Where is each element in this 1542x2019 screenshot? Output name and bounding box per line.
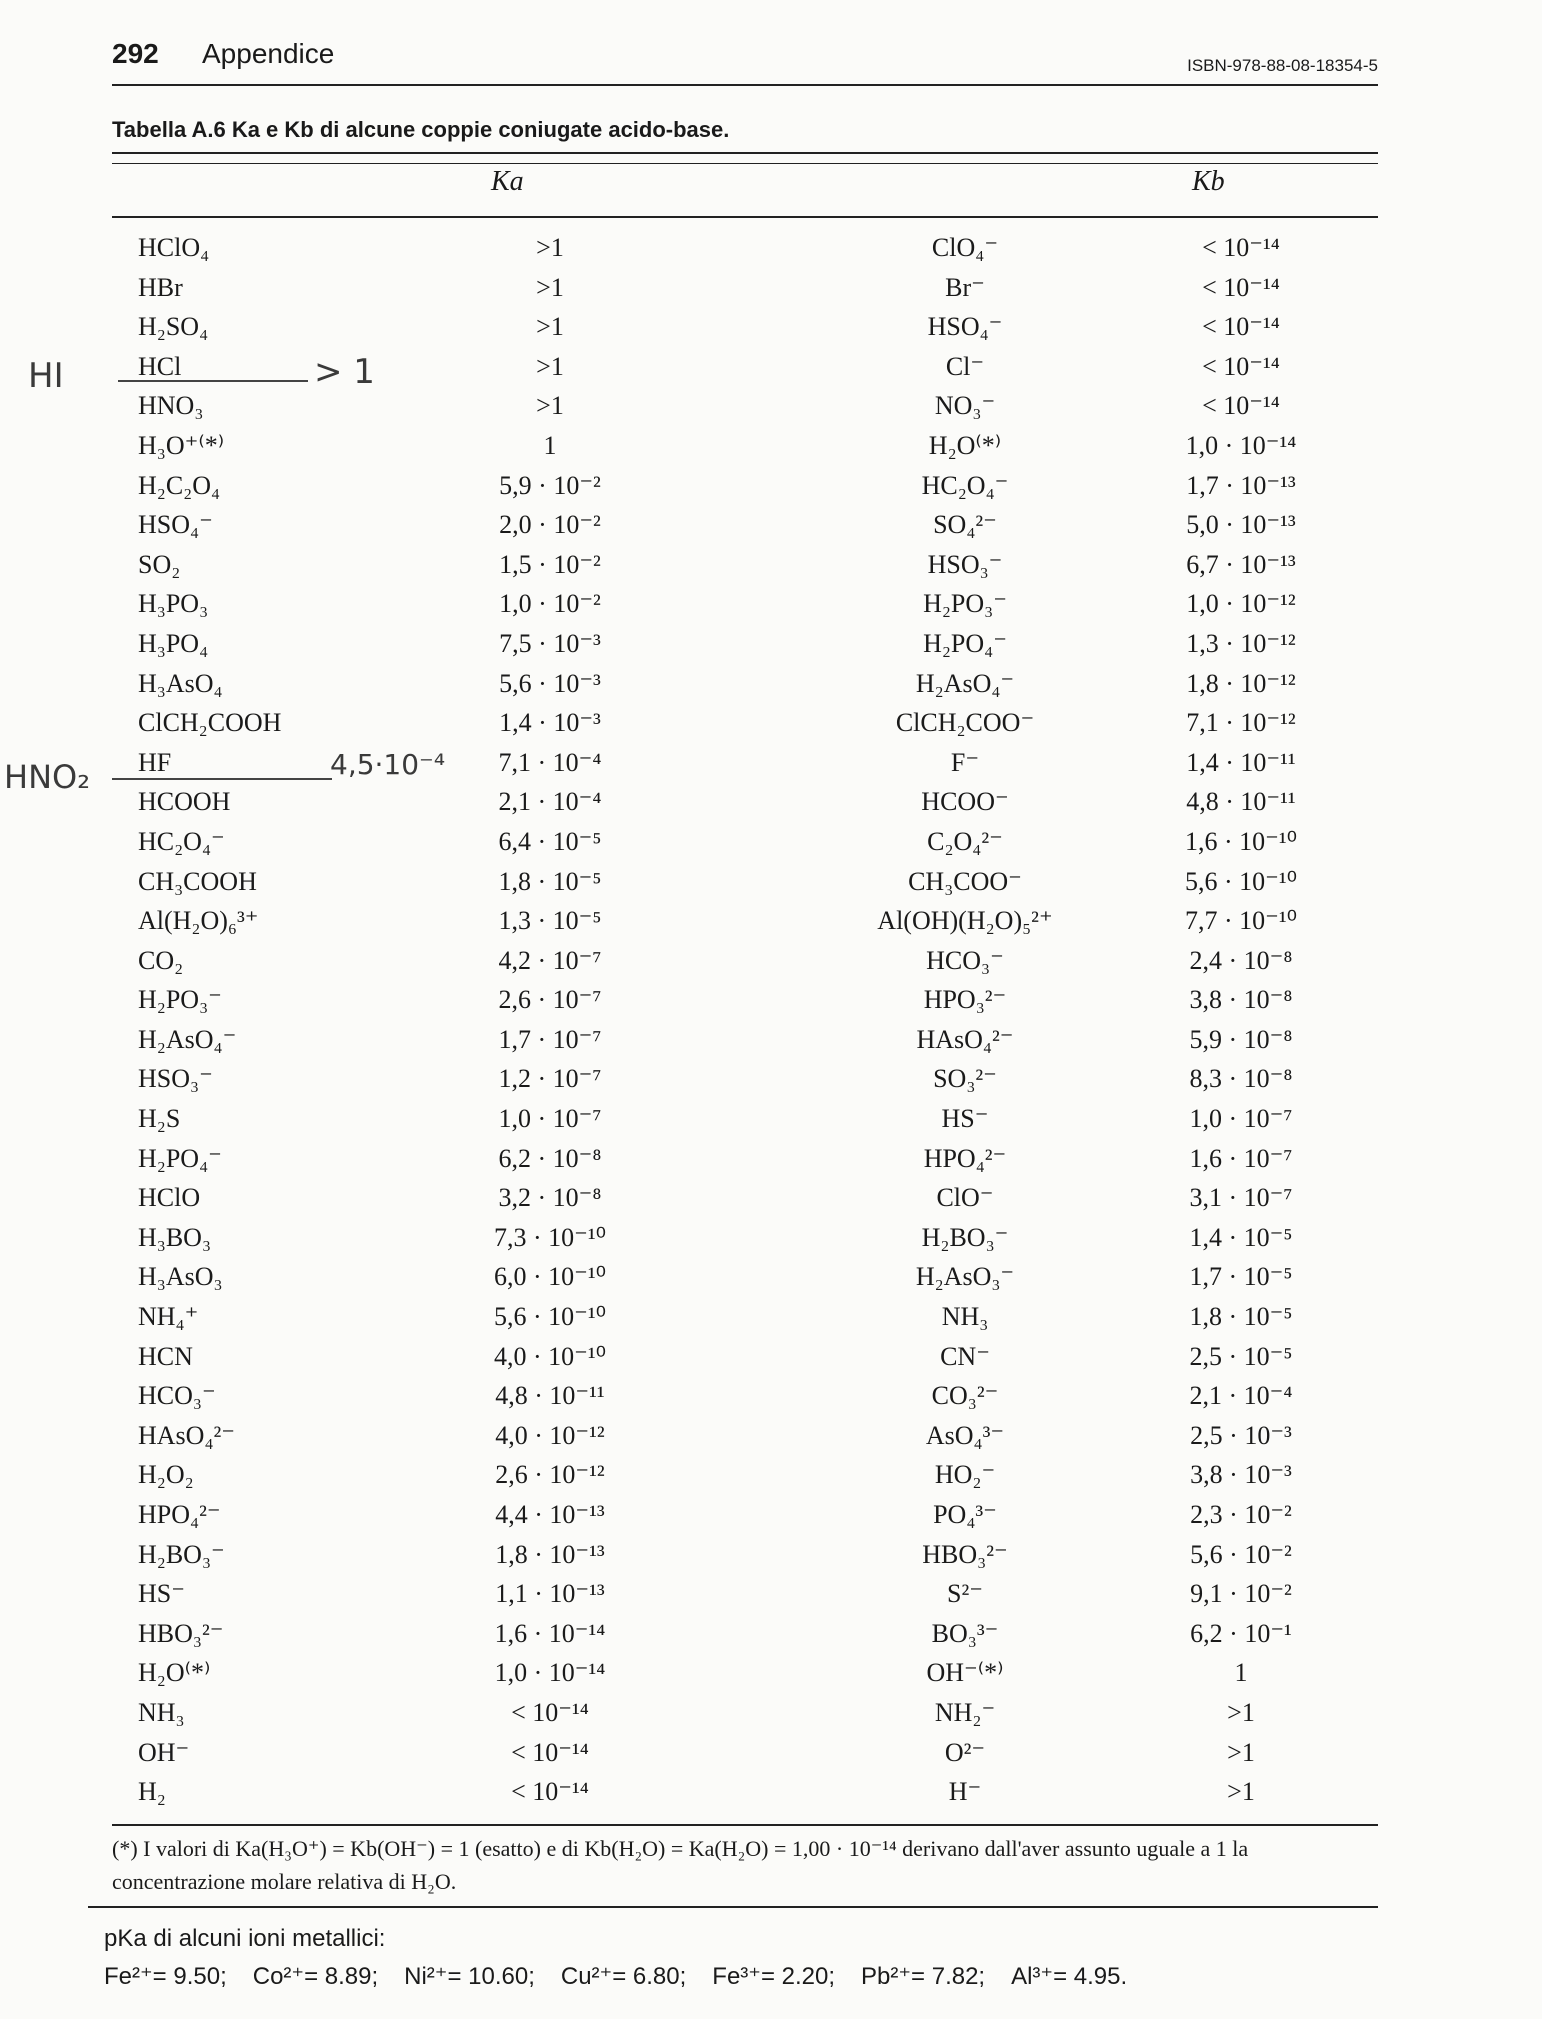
pka-item: Co²⁺= 8.89; <box>252 1963 379 1990</box>
kb-cell: < 10⁻¹⁴ <box>1202 391 1280 421</box>
handwritten-arrow-line <box>118 380 308 382</box>
table-row <box>0 1772 1542 1812</box>
kb-cell: 5,6 · 10⁻² <box>1190 1539 1292 1569</box>
ka-cell: 5,6 · 10⁻³ <box>499 668 601 698</box>
ka-cell: 1,5 · 10⁻² <box>499 549 601 579</box>
acid-cell: HCl <box>138 351 182 381</box>
acid-cell: H₂AsO₄⁻ <box>138 1024 237 1054</box>
column-header-kb: Kb <box>1192 166 1225 197</box>
acid-cell: SO₂ <box>138 549 181 579</box>
ka-cell: >1 <box>536 351 564 381</box>
pka-item: Fe²⁺= 9.50; <box>104 1963 227 1990</box>
acid-cell: HAsO₄²⁻ <box>138 1420 236 1450</box>
kb-cell: 2,1 · 10⁻⁴ <box>1189 1381 1293 1411</box>
column-header-ka: Ka <box>491 166 524 197</box>
acid-cell: HSO₄⁻ <box>138 510 213 540</box>
base-cell: Al(OH)(H₂O)₅²⁺ <box>877 906 1053 936</box>
ka-cell: 3,2 · 10⁻⁸ <box>498 1183 602 1213</box>
acid-cell: H₃AsO₃ <box>138 1262 223 1292</box>
base-cell: HPO₃²⁻ <box>923 985 1007 1015</box>
handwritten-note-hno2: HNO₂ <box>4 758 91 796</box>
table-row <box>0 307 1542 347</box>
ka-cell: 5,9 · 10⁻² <box>499 470 601 500</box>
kb-cell: 5,6 · 10⁻¹⁰ <box>1184 866 1298 896</box>
kb-cell: 5,0 · 10⁻¹³ <box>1186 510 1296 540</box>
base-cell: PO₄³⁻ <box>933 1500 997 1529</box>
base-cell: ClCH₂COO⁻ <box>895 708 1035 738</box>
table-row <box>0 1653 1542 1693</box>
base-cell: CO₃²⁻ <box>931 1381 999 1411</box>
table-bottom-rule <box>112 1824 1378 1826</box>
acid-cell: HPO₄²⁻ <box>138 1500 221 1529</box>
kb-cell: 5,9 · 10⁻⁸ <box>1189 1024 1293 1054</box>
table-row <box>0 1416 1542 1456</box>
acid-cell: H₃PO₄ <box>138 628 209 658</box>
table-row <box>0 1099 1542 1139</box>
base-cell: HS⁻ <box>941 1104 989 1134</box>
table-footnote: (*) I valori di Ka(H₃O⁺) = Kb(OH⁻) = 1 (esatto) e di Kb(H₂O) = Ka(H₂O) = 1,00 · 10⁻¹⁴ derivano dall'aver assunto uguale a 1 la concentrazione molare relativa di H₂O. <box>112 1836 1249 1894</box>
table-row <box>0 1297 1542 1337</box>
kb-cell: 8,3 · 10⁻⁸ <box>1189 1064 1293 1094</box>
base-cell: ClO⁻ <box>936 1183 994 1213</box>
table-row <box>0 941 1542 981</box>
table-row <box>0 1337 1542 1377</box>
ka-cell: 1,6 · 10⁻¹⁴ <box>494 1618 606 1648</box>
ka-cell: < 10⁻¹⁴ <box>511 1777 589 1807</box>
kb-cell: < 10⁻¹⁴ <box>1202 351 1280 381</box>
pka-item: Cu²⁺= 6.80; <box>560 1963 687 1990</box>
table-row <box>0 545 1542 585</box>
acid-cell: Al(H₂O)₆³⁺ <box>138 906 259 936</box>
base-cell: ClO₄⁻ <box>931 233 999 262</box>
base-cell: H₂O⁽*⁾ <box>928 430 1002 460</box>
table-row <box>0 822 1542 862</box>
ka-cell: 6,4 · 10⁻⁵ <box>498 826 602 856</box>
table-row <box>0 505 1542 545</box>
ka-cell: 1,2 · 10⁻⁷ <box>498 1064 602 1094</box>
kb-cell: 2,3 · 10⁻² <box>1190 1500 1292 1529</box>
kb-cell: 1,7 · 10⁻¹³ <box>1186 470 1296 500</box>
ka-cell: 1,0 · 10⁻¹⁴ <box>494 1658 606 1688</box>
handwritten-note-gt1: > 1 <box>314 352 375 392</box>
ka-cell: >1 <box>536 391 564 421</box>
kb-cell: >1 <box>1227 1777 1255 1807</box>
acid-cell: H₂C₂O₄ <box>138 470 221 500</box>
base-cell: CH₃COO⁻ <box>908 866 1022 896</box>
pka-item: Al³⁺= 4.95. <box>1011 1963 1128 1990</box>
base-cell: H⁻ <box>948 1777 982 1807</box>
table-row <box>0 1574 1542 1614</box>
acid-cell: ClCH₂COOH <box>138 708 282 738</box>
table-row <box>0 782 1542 822</box>
table-row <box>0 1376 1542 1416</box>
handwritten-arrow-line <box>112 778 332 780</box>
base-cell: H₂AsO₄⁻ <box>915 668 1015 698</box>
kb-cell: 2,5 · 10⁻⁵ <box>1189 1341 1293 1371</box>
table-row <box>0 1059 1542 1099</box>
table-row <box>0 1495 1542 1535</box>
table-row <box>0 1733 1542 1773</box>
acid-cell: H₂SO₄ <box>138 312 209 342</box>
pka-item: Ni²⁺= 10.60; <box>404 1963 535 1990</box>
ka-cell: 2,1 · 10⁻⁴ <box>498 787 602 817</box>
ka-cell: 1,0 · 10⁻² <box>499 589 601 619</box>
kb-cell: < 10⁻¹⁴ <box>1202 233 1280 262</box>
ka-cell: 4,0 · 10⁻¹² <box>495 1420 605 1450</box>
base-cell: HSO₄⁻ <box>927 312 1003 342</box>
kb-cell: 7,1 · 10⁻¹² <box>1186 708 1296 738</box>
acid-cell: HClO <box>138 1183 201 1213</box>
kb-cell: 6,2 · 10⁻¹ <box>1190 1618 1292 1648</box>
acid-cell: OH⁻ <box>138 1737 190 1767</box>
table-row <box>0 862 1542 902</box>
kb-cell: 1,4 · 10⁻⁵ <box>1189 1222 1293 1252</box>
table-row <box>0 426 1542 466</box>
ka-cell: >1 <box>536 312 564 342</box>
base-cell: HAsO₄²⁻ <box>916 1024 1014 1054</box>
table-body <box>0 228 1542 1812</box>
table-row <box>0 1178 1542 1218</box>
acid-cell: H₃O⁺⁽*⁾ <box>138 430 225 460</box>
base-cell: C₂O₄²⁻ <box>927 826 1003 856</box>
isbn: ISBN-978-88-08-18354-5 <box>1187 56 1378 75</box>
kb-cell: >1 <box>1227 1737 1255 1767</box>
table-row <box>0 584 1542 624</box>
handwritten-note-value: 4,5·10⁻⁴ <box>330 748 446 781</box>
base-cell: HCOO⁻ <box>921 787 1009 817</box>
base-cell: S²⁻ <box>947 1579 983 1609</box>
kb-cell: 2,5 · 10⁻³ <box>1190 1420 1292 1450</box>
kb-cell: 3,1 · 10⁻⁷ <box>1189 1183 1293 1213</box>
base-cell: NH₂⁻ <box>934 1697 996 1727</box>
base-cell: Cl⁻ <box>945 351 985 381</box>
table-row <box>0 980 1542 1020</box>
table-row <box>0 386 1542 426</box>
base-cell: NH₃ <box>941 1302 989 1332</box>
base-cell: H₂PO₄⁻ <box>923 628 1007 658</box>
ka-cell: 6,0 · 10⁻¹⁰ <box>493 1262 607 1292</box>
acid-cell: H₂PO₃⁻ <box>138 985 222 1015</box>
acid-cell: HSO₃⁻ <box>138 1064 213 1094</box>
ka-cell: 2,6 · 10⁻¹² <box>495 1460 605 1490</box>
ka-cell: 1,4 · 10⁻³ <box>499 708 601 738</box>
ka-cell: >1 <box>536 233 564 262</box>
handwritten-note-hi: HI <box>28 356 64 396</box>
ka-cell: 1,1 · 10⁻¹³ <box>495 1579 605 1609</box>
table-row <box>0 624 1542 664</box>
acid-cell: HS⁻ <box>138 1579 185 1609</box>
ka-cell: 2,6 · 10⁻⁷ <box>498 985 602 1015</box>
base-cell: HSO₃⁻ <box>927 549 1003 579</box>
table-row <box>0 1614 1542 1654</box>
table-top-rule <box>112 163 1378 164</box>
base-cell: AsO₄³⁻ <box>925 1420 1005 1450</box>
acid-cell: H₂BO₃⁻ <box>138 1539 225 1569</box>
base-cell: HBO₃²⁻ <box>922 1539 1008 1569</box>
ka-cell: 1 <box>543 430 557 460</box>
acid-cell: H₂PO₄⁻ <box>138 1143 222 1173</box>
table-row <box>0 466 1542 506</box>
base-cell: OH⁻⁽*⁾ <box>926 1658 1004 1688</box>
ka-cell: 4,4 · 10⁻¹³ <box>495 1500 605 1529</box>
kb-cell: 1,6 · 10⁻⁷ <box>1189 1143 1293 1173</box>
ka-cell: 7,1 · 10⁻⁴ <box>498 747 602 777</box>
acid-cell: H₃AsO₄ <box>138 668 223 698</box>
base-cell: HC₂O₄⁻ <box>921 470 1009 500</box>
pka-item: Fe³⁺= 2.20; <box>712 1963 836 1990</box>
acid-cell: H₃PO₃ <box>138 589 209 619</box>
kb-cell: 6,7 · 10⁻¹³ <box>1186 549 1296 579</box>
pka-title: pKa di alcuni ioni metallici: <box>104 1925 386 1952</box>
table-row <box>0 743 1542 783</box>
table-row <box>0 1218 1542 1258</box>
kb-cell: 1,8 · 10⁻¹² <box>1186 668 1296 698</box>
base-cell: BO₃³⁻ <box>931 1618 999 1648</box>
acid-cell: HCOOH <box>138 787 231 817</box>
base-cell: H₂BO₃⁻ <box>921 1222 1009 1252</box>
base-cell: O²⁻ <box>944 1737 986 1767</box>
kb-cell: 3,8 · 10⁻⁸ <box>1189 985 1293 1015</box>
acid-cell: H₂O₂ <box>138 1460 194 1490</box>
table-row <box>0 1257 1542 1297</box>
acid-cell: H₂ <box>138 1777 166 1807</box>
base-cell: SO₄²⁻ <box>933 510 997 540</box>
ka-cell: 7,5 · 10⁻³ <box>499 628 601 658</box>
caption-rule <box>112 152 1378 154</box>
table-row <box>0 664 1542 704</box>
table-row <box>0 1139 1542 1179</box>
kb-cell: 7,7 · 10⁻¹⁰ <box>1184 906 1298 936</box>
acid-cell: HClO₄ <box>138 233 210 262</box>
kb-cell: 1,7 · 10⁻⁵ <box>1189 1262 1293 1292</box>
kb-cell: 3,8 · 10⁻³ <box>1190 1460 1292 1490</box>
kb-cell: 1,3 · 10⁻¹² <box>1186 628 1296 658</box>
kb-cell: 1,6 · 10⁻¹⁰ <box>1184 826 1298 856</box>
table-row <box>0 268 1542 308</box>
table-row <box>0 901 1542 941</box>
base-cell: CN⁻ <box>940 1341 990 1371</box>
pka-values <box>104 1962 1153 1991</box>
ka-cell: < 10⁻¹⁴ <box>511 1697 589 1727</box>
acid-cell: H₂S <box>138 1104 181 1134</box>
header-rule <box>112 216 1378 218</box>
kb-cell: < 10⁻¹⁴ <box>1202 272 1280 302</box>
base-cell: HO₂⁻ <box>934 1460 996 1490</box>
kb-cell: 1,0 · 10⁻⁷ <box>1189 1104 1293 1134</box>
ka-cell: 1,7 · 10⁻⁷ <box>498 1024 602 1054</box>
kb-cell: 1,8 · 10⁻⁵ <box>1189 1302 1293 1332</box>
pka-item: Pb²⁺= 7.82; <box>861 1963 986 1990</box>
page-number: 292 <box>112 38 159 69</box>
kb-cell: 2,4 · 10⁻⁸ <box>1189 945 1293 975</box>
ka-cell: 6,2 · 10⁻⁸ <box>498 1143 602 1173</box>
footer-rule <box>88 1906 1378 1908</box>
table-row <box>0 1693 1542 1733</box>
table-row <box>0 703 1542 743</box>
acid-cell: H₂O⁽*⁾ <box>138 1658 211 1688</box>
ka-cell: < 10⁻¹⁴ <box>511 1737 589 1767</box>
table-row <box>0 1535 1542 1575</box>
table-caption: Tabella A.6 Ka e Kb di alcune coppie coniugate acido-base. <box>112 117 730 142</box>
ka-cell: 1,3 · 10⁻⁵ <box>498 906 602 936</box>
base-cell: F⁻ <box>950 747 980 777</box>
base-cell: H₂AsO₃⁻ <box>915 1262 1015 1292</box>
page-header <box>112 34 1378 86</box>
acid-cell: NH₄⁺ <box>138 1302 199 1332</box>
base-cell: SO₃²⁻ <box>933 1064 997 1094</box>
base-cell: Br⁻ <box>945 272 985 302</box>
kb-cell: < 10⁻¹⁴ <box>1202 312 1280 342</box>
ka-cell: 7,3 · 10⁻¹⁰ <box>493 1222 607 1252</box>
ka-cell: 1,8 · 10⁻¹³ <box>495 1539 605 1569</box>
acid-cell: HCO₃⁻ <box>138 1381 216 1411</box>
base-cell: HPO₄²⁻ <box>923 1143 1007 1173</box>
ka-cell: 1,8 · 10⁻⁵ <box>498 866 602 896</box>
table-row <box>0 1455 1542 1495</box>
ka-cell: 4,8 · 10⁻¹¹ <box>495 1381 605 1411</box>
acid-cell: HF <box>138 747 172 777</box>
acid-cell: CO₂ <box>138 945 184 975</box>
ka-cell: 4,0 · 10⁻¹⁰ <box>493 1341 607 1371</box>
acid-cell: NH₃ <box>138 1697 185 1727</box>
ka-cell: 4,2 · 10⁻⁷ <box>498 945 602 975</box>
ka-cell: 1,0 · 10⁻⁷ <box>498 1104 602 1134</box>
acid-cell: H₃BO₃ <box>138 1222 212 1252</box>
acid-cell: HBO₃²⁻ <box>138 1618 224 1648</box>
ka-cell: >1 <box>536 272 564 302</box>
base-cell: HCO₃⁻ <box>926 945 1004 975</box>
kb-cell: 1,4 · 10⁻¹¹ <box>1186 747 1296 777</box>
acid-cell: HCN <box>138 1341 193 1371</box>
kb-cell: 1,0 · 10⁻¹⁴ <box>1185 430 1297 460</box>
acid-cell: HNO₃ <box>138 391 204 421</box>
acid-cell: CH₃COOH <box>138 866 257 896</box>
table-row <box>0 228 1542 268</box>
acid-cell: HBr <box>138 272 183 302</box>
kb-cell: 4,8 · 10⁻¹¹ <box>1186 787 1296 817</box>
kb-cell: 1,0 · 10⁻¹² <box>1186 589 1296 619</box>
ka-cell: 2,0 · 10⁻² <box>499 510 601 540</box>
base-cell: H₂PO₃⁻ <box>923 589 1007 619</box>
section-title: Appendice <box>202 38 335 69</box>
ka-cell: 5,6 · 10⁻¹⁰ <box>493 1302 607 1332</box>
acid-cell: HC₂O₄⁻ <box>138 826 225 856</box>
base-cell: NO₃⁻ <box>934 391 996 421</box>
kb-cell: >1 <box>1227 1697 1255 1727</box>
kb-cell: 9,1 · 10⁻² <box>1190 1579 1292 1609</box>
kb-cell: 1 <box>1234 1658 1248 1688</box>
table-row <box>0 1020 1542 1060</box>
